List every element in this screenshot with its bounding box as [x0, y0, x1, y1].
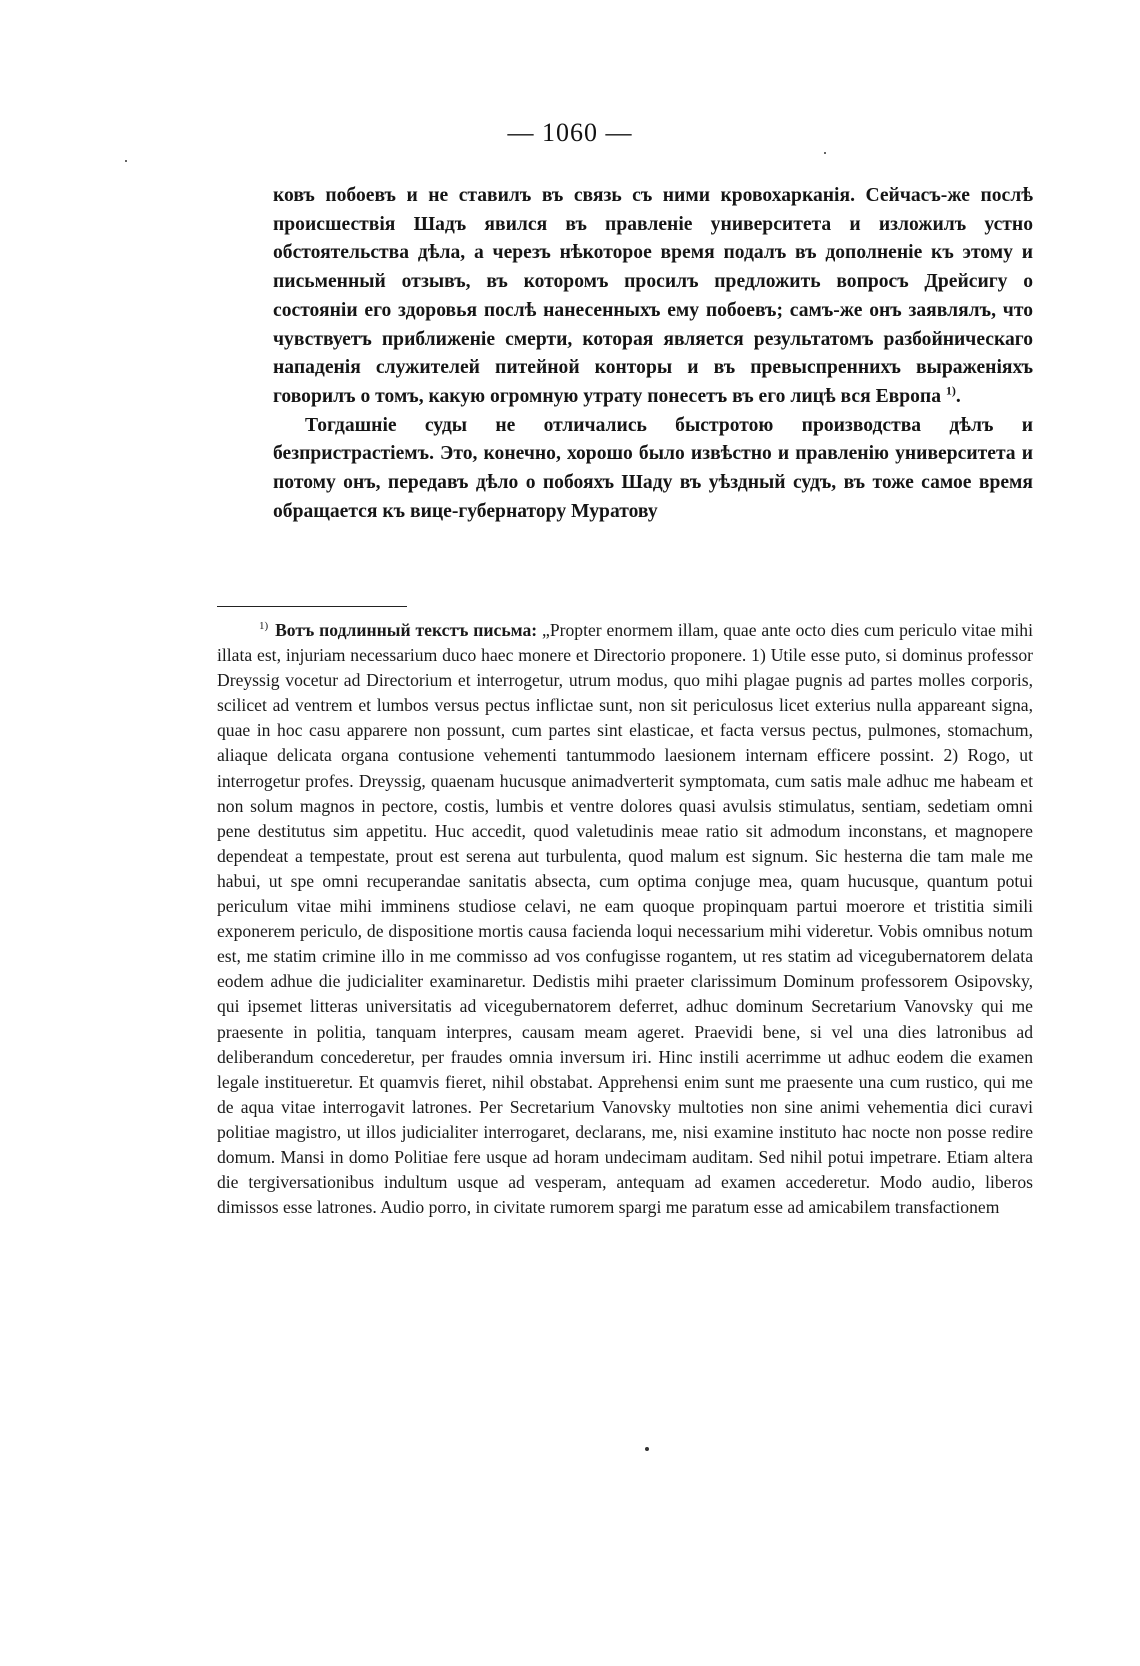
body-paragraph-1: [273, 182, 1033, 412]
footnote-separator-rule: [217, 606, 407, 607]
footnote-mark: 1): [259, 620, 269, 633]
footnote-text: „Propter enormem illam, quae ante octo dies cum periculo vitae mihi illata est, injuriam necessarium duco haec monere et Directorio proponere. 1) Utile esse puto, si dominus professor Dreyssig vocetur ad Directorium et interrogetur, utrum modus, quo mihi plagae pugnis ad partes molles corporis, scilicet ad ventrem et lumbos versus pectus inflictae sunt, non sit periculosus licet exterius nulla appareant signa, quae in hoc casu apparere non possunt, cum partes sint elasticae, et facta versus pectus, pulmones, stomachum, aliaque delicata organa contusione vehementi tantummodo laesionem internam efficere possint. 2) Rogo, ut interrogetur profes. Dreyssig, quaenam hucusque animadverterit symptomata, cum satis male adhuc me habeam et non solum magnos in pectore, costis, lumbis et ventre dolores quasi avulsis stimulatus, sentiam, sedetiam omni pene destitutus sim appetitu. Huc accedit, quod valetudinis meae ratio sit admodum inconstans, et magnopere dependeat a tempestate, prout est serena aut turbulenta, quod malum est signum. Sic hesterna die tam male me habui, ut spe omni recuperandae sanitatis absecta, cum optima conjuge mea, quam hucusque, quantum potui periculum vitae mihi imminens studiose celavi, ne eam quoque propinquam partui moerore et tristitia simili exponerem periculo, de dispositione mortis causa facienda loqui necessarium mihi videretur. Vobis omnibus notum est, me statim crimine illo in me commisso ad vos confugisse rogantem, ut res statim ad vicegubernatorem delata eodem adhue die judicialiter examinaretur. Dedistis mihi praeter clarissimum Dominum professorem Osipovsky, qui ipsemet litteras universitatis ad vicegubernatorem deferret, adhuc dominum Secretarium Vanovsky qui me praesente in politia, tanquam interpres, causam meam ageret. Praevidi bene, si vel una dies latronibus ad deliberandum concederetur, per fraudes omnia inversum iri. Hinc instili acerrimme ut adhuc eodem die examen legale institueretur. Et quamvis fieret, nihil obstabat. Apprehensi enim sunt me praesente una cum rustico, qui me de aqua vitae interrogavit latrones. Per Secretarium Vanovsky multoties non sine animi vehementia dici curavi politiae magistro, ut illos judicialiter interrogaret, declarans, me, nisi examine instituto hac nocte non posse redire domum. Mansi in domo Politiae fere usque ad horam undecimam auditam. Sed nihil potui impetrare. Etiam altera die tergiversationibus indultum usque ad vesperam, antequam ad examen accederetur. Modo audio, liberos dimissos esse latrones. Audio porro, in civitate rumorem spargi me paratum esse ad amicabilem transfactionem: [217, 620, 1033, 1218]
main-text: [273, 182, 1033, 526]
footnote-reference: 1): [945, 383, 956, 398]
scan-speck: [824, 152, 826, 154]
body-paragraph-1-text: ковъ побоевъ и не ставилъ въ связь съ ними кровохарканія. Сейчасъ-же послѣ происшествія Шадъ явился въ правленіе университета и изложилъ устно обстоятельства дѣла, а черезъ нѣкоторое время подалъ въ дополненіе къ этому и письменный отзывъ, въ которомъ просилъ предложить вопросъ Дрейсигу о состояніи его здоровья послѣ нанесенныхъ ему побоевъ; самъ-же онъ заявлялъ, что чувствуетъ приближеніе смерти, которая является результатомъ разбойническаго нападенія служителей питейной конторы и въ превыспреннихъ выраженіяхъ говорилъ о томъ, какую огромную утрату понесетъ въ его лицѣ вся Европа: [273, 185, 1033, 407]
body-paragraph-2: Тогдашніе суды не отличались быстротою производства дѣлъ и безпристрастіемъ. Это, конечно, хорошо было извѣстно и правленію университета и потому онъ, передавъ дѣло о побояхъ Шаду въ уѣздный судъ, въ тоже самое время обращается къ вице-губернатору Муратову: [273, 414, 1033, 522]
body-paragraph-1-end: .: [955, 385, 961, 407]
footnote-intro: Вотъ подлинный текстъ письма:: [275, 620, 538, 640]
footnote-paragraph: [217, 618, 1033, 1220]
scan-speck: [125, 160, 127, 162]
footnote: [217, 618, 1033, 1220]
page-number: — 1060 —: [507, 118, 633, 147]
scan-speck: [645, 1447, 649, 1451]
